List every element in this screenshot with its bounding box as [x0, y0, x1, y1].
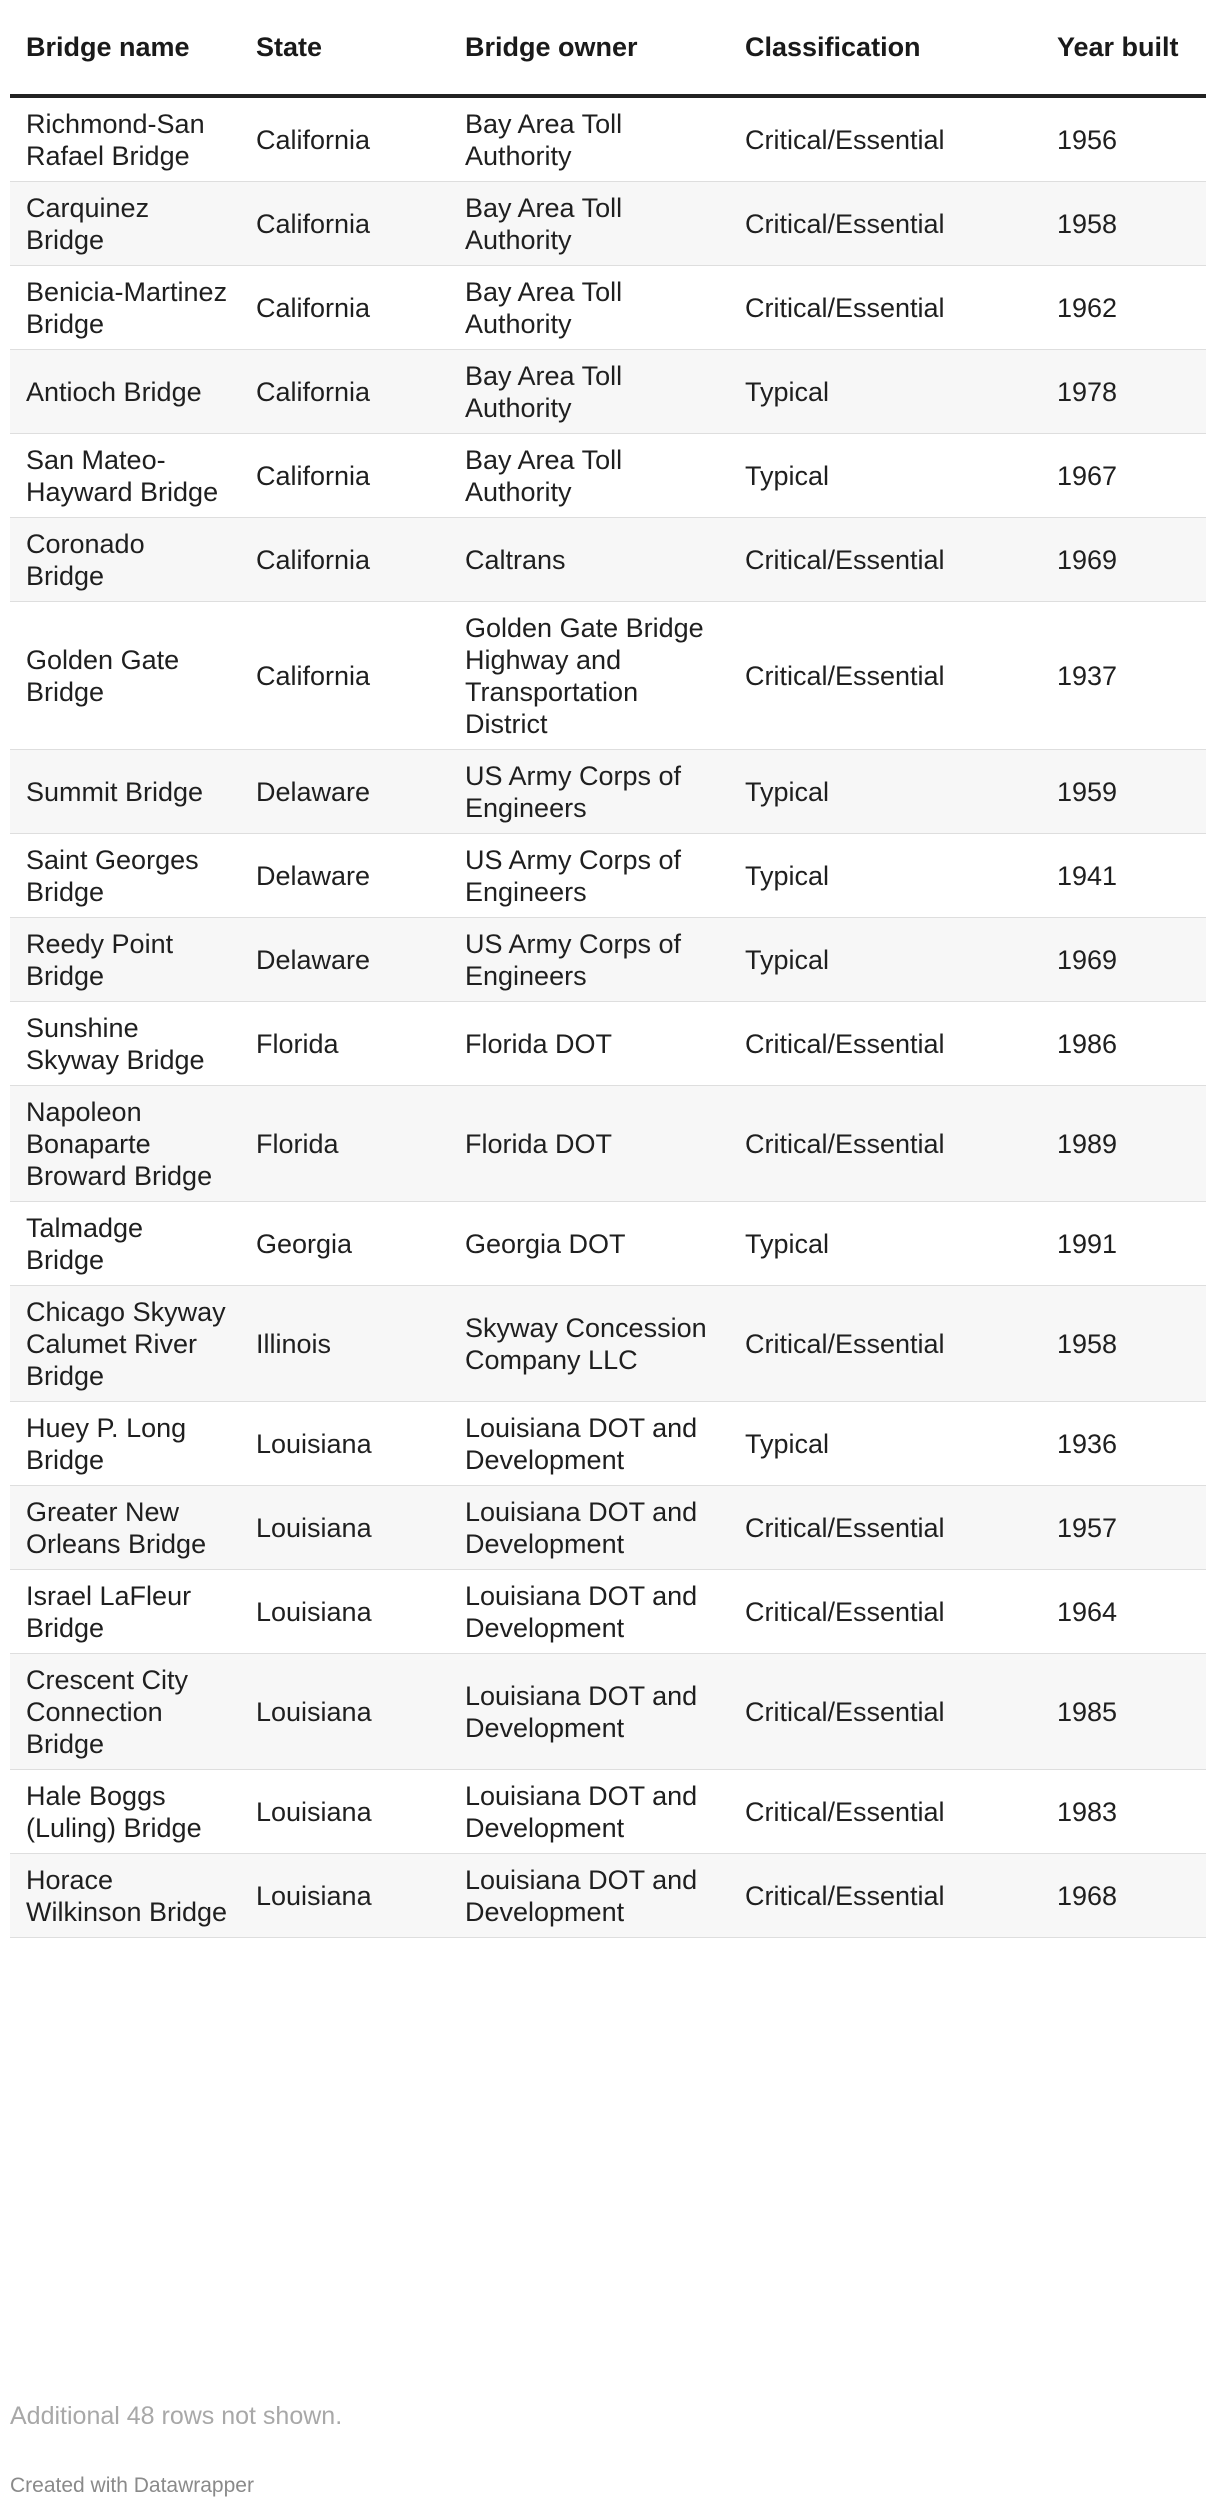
bridge-name-cell: Talmadge Bridge	[10, 1202, 240, 1286]
bridge-name-cell: Hale Boggs (Luling) Bridge	[10, 1770, 240, 1854]
classification-cell: Critical/Essential	[729, 182, 1041, 266]
column-header-classification[interactable]: Classification	[729, 0, 1041, 96]
column-header-bridge-owner[interactable]: Bridge owner	[449, 0, 729, 96]
table-row	[10, 1654, 1206, 1770]
state-cell: California	[240, 602, 449, 750]
bridge-name-cell: Crescent City Connection Bridge	[10, 1654, 240, 1770]
bridge-owner-cell: Georgia DOT	[449, 1202, 729, 1286]
state-cell: Delaware	[240, 834, 449, 918]
bridge-owner-cell: Louisiana DOT and Development	[449, 1770, 729, 1854]
state-cell: Louisiana	[240, 1654, 449, 1770]
year-built-cell: 1978	[1041, 350, 1206, 434]
state-cell: Louisiana	[240, 1854, 449, 1938]
classification-cell: Typical	[729, 918, 1041, 1002]
state-cell: Florida	[240, 1086, 449, 1202]
table-row	[10, 1002, 1206, 1086]
bridge-name-cell: Israel LaFleur Bridge	[10, 1570, 240, 1654]
bridge-name-cell: Coronado Bridge	[10, 518, 240, 602]
year-built-cell: 1957	[1041, 1486, 1206, 1570]
table-row	[10, 434, 1206, 518]
classification-cell: Critical/Essential	[729, 1570, 1041, 1654]
bridge-owner-cell: Louisiana DOT and Development	[449, 1854, 729, 1938]
classification-cell: Typical	[729, 1202, 1041, 1286]
classification-cell: Typical	[729, 834, 1041, 918]
table-row	[10, 350, 1206, 434]
bridge-owner-cell: Bay Area Toll Authority	[449, 266, 729, 350]
classification-cell: Typical	[729, 1402, 1041, 1486]
state-cell: Delaware	[240, 750, 449, 834]
classification-cell: Critical/Essential	[729, 1286, 1041, 1402]
classification-cell: Typical	[729, 750, 1041, 834]
bridge-owner-cell: Bay Area Toll Authority	[449, 350, 729, 434]
state-cell: Florida	[240, 1002, 449, 1086]
bridge-owner-cell: US Army Corps of Engineers	[449, 750, 729, 834]
state-cell: California	[240, 266, 449, 350]
classification-cell: Critical/Essential	[729, 1086, 1041, 1202]
column-header-bridge-name[interactable]: Bridge name	[10, 0, 240, 96]
bridge-name-cell: Saint Georges Bridge	[10, 834, 240, 918]
year-built-cell: 1991	[1041, 1202, 1206, 1286]
table-row	[10, 602, 1206, 750]
bridge-owner-cell: Bay Area Toll Authority	[449, 182, 729, 266]
classification-cell: Critical/Essential	[729, 1854, 1041, 1938]
year-built-cell: 1958	[1041, 1286, 1206, 1402]
state-cell: California	[240, 434, 449, 518]
year-built-cell: 1989	[1041, 1086, 1206, 1202]
table-row	[10, 1402, 1206, 1486]
bridge-name-cell: Richmond-San Rafael Bridge	[10, 96, 240, 182]
bridge-owner-cell: Louisiana DOT and Development	[449, 1402, 729, 1486]
state-cell: California	[240, 350, 449, 434]
bridge-name-cell: Sunshine Skyway Bridge	[10, 1002, 240, 1086]
classification-cell: Typical	[729, 350, 1041, 434]
datawrapper-credit: Created with Datawrapper	[10, 2474, 254, 2497]
bridge-name-cell: San Mateo-Hayward Bridge	[10, 434, 240, 518]
classification-cell: Critical/Essential	[729, 1486, 1041, 1570]
classification-cell: Critical/Essential	[729, 96, 1041, 182]
state-cell: Georgia	[240, 1202, 449, 1286]
year-built-cell: 1962	[1041, 266, 1206, 350]
table-row	[10, 918, 1206, 1002]
bridge-owner-cell: US Army Corps of Engineers	[449, 918, 729, 1002]
year-built-cell: 1937	[1041, 602, 1206, 750]
state-cell: Louisiana	[240, 1770, 449, 1854]
year-built-cell: 1985	[1041, 1654, 1206, 1770]
year-built-cell: 1969	[1041, 918, 1206, 1002]
bridge-owner-cell: US Army Corps of Engineers	[449, 834, 729, 918]
year-built-cell: 1969	[1041, 518, 1206, 602]
state-cell: California	[240, 182, 449, 266]
classification-cell: Typical	[729, 434, 1041, 518]
bridge-name-cell: Huey P. Long Bridge	[10, 1402, 240, 1486]
state-cell: Louisiana	[240, 1402, 449, 1486]
header-row	[10, 0, 1206, 96]
bridge-name-cell: Golden Gate Bridge	[10, 602, 240, 750]
bridge-name-cell: Antioch Bridge	[10, 350, 240, 434]
year-built-cell: 1968	[1041, 1854, 1206, 1938]
bridge-owner-cell: Florida DOT	[449, 1002, 729, 1086]
bridge-owner-cell: Louisiana DOT and Development	[449, 1486, 729, 1570]
year-built-cell: 1936	[1041, 1402, 1206, 1486]
classification-cell: Critical/Essential	[729, 1770, 1041, 1854]
bridge-name-cell: Greater New Orleans Bridge	[10, 1486, 240, 1570]
column-header-year-built[interactable]: Year built	[1041, 0, 1206, 96]
year-built-cell: 1958	[1041, 182, 1206, 266]
classification-cell: Critical/Essential	[729, 1002, 1041, 1086]
state-cell: Illinois	[240, 1286, 449, 1402]
year-built-cell: 1983	[1041, 1770, 1206, 1854]
bridge-name-cell: Benicia-Martinez Bridge	[10, 266, 240, 350]
year-built-cell: 1986	[1041, 1002, 1206, 1086]
bridge-name-cell: Chicago Skyway Calumet River Bridge	[10, 1286, 240, 1402]
state-cell: Louisiana	[240, 1570, 449, 1654]
year-built-cell: 1959	[1041, 750, 1206, 834]
bridge-name-cell: Horace Wilkinson Bridge	[10, 1854, 240, 1938]
table-row	[10, 750, 1206, 834]
table-row	[10, 1770, 1206, 1854]
table-header	[10, 0, 1206, 96]
table-row	[10, 1486, 1206, 1570]
table-row	[10, 182, 1206, 266]
state-cell: California	[240, 96, 449, 182]
year-built-cell: 1956	[1041, 96, 1206, 182]
bridge-owner-cell: Florida DOT	[449, 1086, 729, 1202]
bridge-owner-cell: Louisiana DOT and Development	[449, 1654, 729, 1770]
table-row	[10, 1202, 1206, 1286]
table-row	[10, 96, 1206, 182]
column-header-state[interactable]: State	[240, 0, 449, 96]
bridge-owner-cell: Skyway Concession Company LLC	[449, 1286, 729, 1402]
state-cell: California	[240, 518, 449, 602]
table-row	[10, 518, 1206, 602]
bridge-table	[10, 0, 1206, 1938]
bridge-table-container	[10, 0, 1206, 1938]
table-body	[10, 96, 1206, 1938]
year-built-cell: 1967	[1041, 434, 1206, 518]
bridge-name-cell: Napoleon Bonaparte Broward Bridge	[10, 1086, 240, 1202]
bridge-owner-cell: Bay Area Toll Authority	[449, 434, 729, 518]
classification-cell: Critical/Essential	[729, 518, 1041, 602]
bridge-name-cell: Summit Bridge	[10, 750, 240, 834]
bridge-owner-cell: Bay Area Toll Authority	[449, 96, 729, 182]
bridge-name-cell: Reedy Point Bridge	[10, 918, 240, 1002]
table-row	[10, 266, 1206, 350]
table-row	[10, 1854, 1206, 1938]
table-row	[10, 1286, 1206, 1402]
bridge-owner-cell: Louisiana DOT and Development	[449, 1570, 729, 1654]
table-row	[10, 834, 1206, 918]
year-built-cell: 1941	[1041, 834, 1206, 918]
bridge-name-cell: Carquinez Bridge	[10, 182, 240, 266]
more-rows-note: Additional 48 rows not shown.	[10, 2402, 343, 2430]
table-row	[10, 1086, 1206, 1202]
classification-cell: Critical/Essential	[729, 602, 1041, 750]
state-cell: Delaware	[240, 918, 449, 1002]
bridge-owner-cell: Caltrans	[449, 518, 729, 602]
table-row	[10, 1570, 1206, 1654]
state-cell: Louisiana	[240, 1486, 449, 1570]
classification-cell: Critical/Essential	[729, 266, 1041, 350]
year-built-cell: 1964	[1041, 1570, 1206, 1654]
bridge-owner-cell: Golden Gate Bridge Highway and Transportation District	[449, 602, 729, 750]
classification-cell: Critical/Essential	[729, 1654, 1041, 1770]
